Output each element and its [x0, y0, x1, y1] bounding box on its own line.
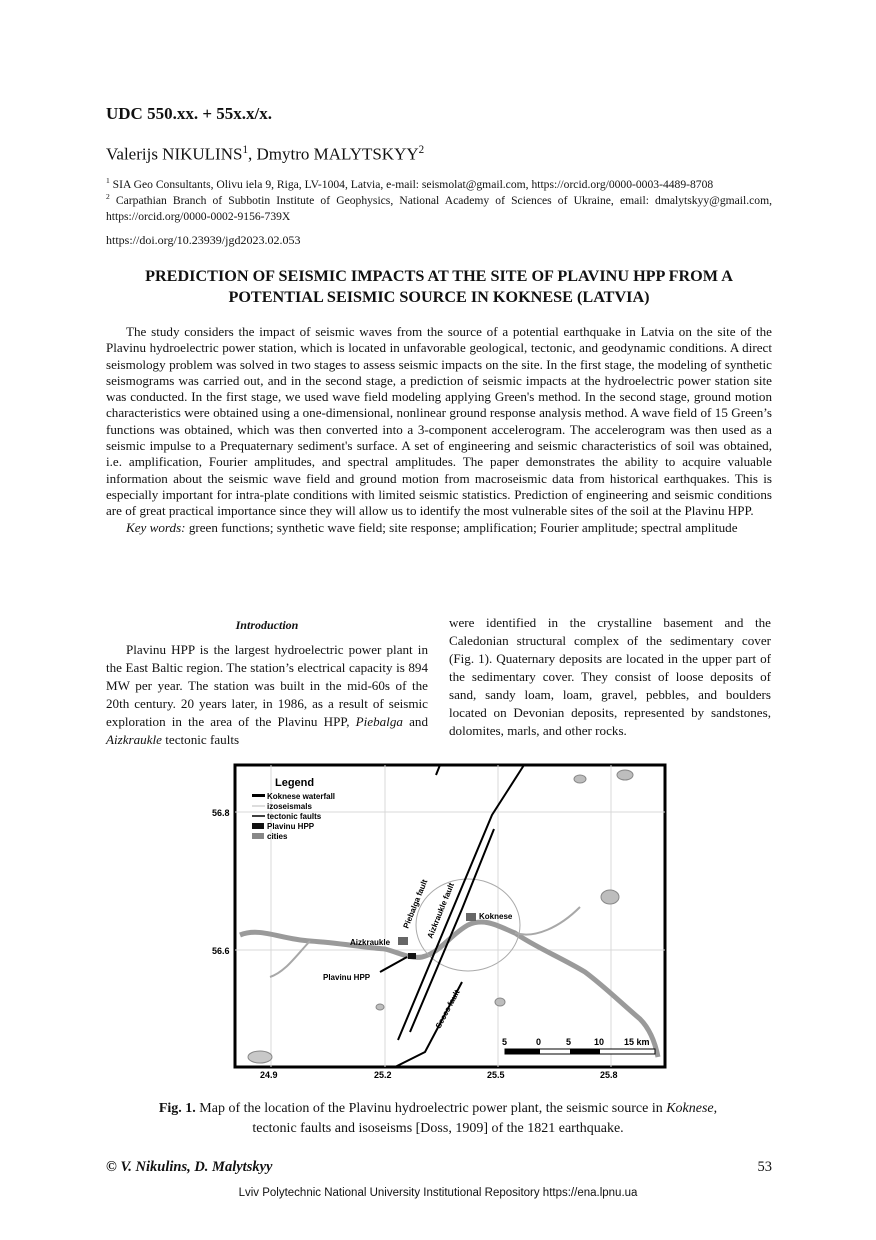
and-word: and — [402, 714, 428, 729]
author-2: Dmytro MALYTSKYY — [256, 144, 419, 164]
keywords-text: green functions; synthetic wave field; site response; amplification; Fourier amplitude; spectral amplitude — [188, 519, 738, 535]
page-number: 53 — [757, 1159, 772, 1175]
author-2-sup: 2 — [418, 144, 425, 156]
figure-caption — [150, 1099, 726, 1139]
intro-text-2: tectonic faults — [162, 732, 240, 747]
lake — [376, 1004, 384, 1010]
aizkraukle-term: Aizkraukle — [106, 732, 162, 747]
repository-note[interactable]: Lviv Polytechnic National University Institutional Repository https://ena.lpnu.ua — [238, 1187, 638, 1199]
author-separator: , — [247, 144, 257, 164]
intro-continued: were identified in the crystalline basement and the Caledonian structural complex of the sedimentary cover (Fig. 1). Quaternary deposits are located in the upper part of the sedimentary cover. They consist of loose deposits of sand, sandy loam, loam, gravel, pebbles, and boulders located on Devonian deposits, represented by sandstones, dolomites, marls, and other rocks. — [449, 615, 771, 738]
legend-title: Legend — [275, 777, 315, 789]
lake — [601, 890, 619, 904]
lake — [574, 775, 586, 783]
affiliation-2-text: Carpathian Branch of Subbotin Institute of Geophysics, National Academy of Sciences of Ukraine, email: dmalytskyy@gmail.com, https://orcid.org/0000-0002-9156-739X — [106, 193, 772, 223]
caption-koknese: Koknese — [666, 1101, 714, 1116]
koknese-label: Koknese — [479, 912, 513, 921]
scale-label: 5 — [502, 1037, 508, 1047]
legend-item: Koknese waterfall — [267, 792, 336, 801]
caption-label: Fig. 1. — [158, 1101, 196, 1116]
abstract — [106, 324, 772, 536]
lat-tick: 56.8 — [212, 808, 230, 818]
scale-label: 10 — [594, 1037, 605, 1047]
authors-line — [106, 144, 424, 165]
affiliation-2-num: 2 — [106, 192, 110, 201]
copyright: © V. Nikulins, D. Malytskyy — [106, 1159, 273, 1175]
doi-link[interactable]: https://doi.org/10.23939/jgd2023.02.053 — [106, 233, 301, 247]
keywords — [106, 520, 772, 536]
piebalga-fault-label: Piebalga fault — [401, 878, 430, 930]
legend-item: Plavinu HPP — [267, 822, 315, 831]
aizkraukle-fault-label: Aizkraukle fault — [425, 881, 457, 940]
legend-item: izoseismals — [267, 802, 312, 811]
affiliation-1-num: 1 — [106, 176, 110, 185]
aizkraukle-city-marker — [398, 937, 408, 945]
lon-tick: 25.2 — [374, 1070, 392, 1080]
scale-label: 0 — [536, 1037, 542, 1047]
affiliation-1-text: SIA Geo Consultants, Olivu iela 9, Riga, LV-1004, Latvia, e-mail: seismolat@gmail.com, https://orcid.org/0000-0003-4489-8708 — [112, 177, 714, 191]
legend-item: cities — [267, 832, 288, 841]
scale-label: 15 km — [624, 1037, 650, 1047]
lat-tick: 56.6 — [212, 946, 230, 956]
lake — [617, 770, 633, 780]
lake — [248, 1051, 272, 1063]
plavinu-hpp-label: Plavinu HPP — [323, 973, 371, 982]
affiliation-2 — [106, 189, 772, 225]
udc-code: UDC 550.xx. + 55x.x/x. — [106, 104, 272, 123]
caption-text-1: Map of the location of the Plavinu hydroelectric power plant, the seismic source in — [195, 1101, 667, 1116]
seces-fault-label: Seces fault — [433, 988, 462, 1030]
intro-left-column — [106, 614, 428, 749]
intro-paragraph — [106, 641, 428, 749]
lake — [495, 998, 505, 1006]
legend-item: tectonic faults — [267, 812, 322, 821]
keywords-label: Key words: — [126, 519, 186, 535]
author-1: Valerijs NIKULINS — [106, 144, 243, 164]
author-1-sup: 1 — [242, 144, 248, 156]
piebalga-term: Piebalga — [355, 714, 403, 729]
koknese-city-marker — [466, 913, 476, 921]
intro-text-1: Plavinu HPP is the largest hydroelectric power plant in the East Baltic region. The station’s electrical capacity is 894 MW per year. The station was built in the mid-60s of the 20th century. 20 years later, in 1986, as a result of seismic exploration in the area of the Plavinu HPP, — [106, 642, 428, 729]
intro-heading: Introduction — [235, 618, 299, 632]
abstract-text: The study considers the impact of seismic waves from the source of a potential earthquake in Latvia on the site of the Plavinu hydroelectric power station, which is located in unfavorable geological, tectonic, and geodynamic conditions. A direct seismology problem was solved in two stages to assess seismic impacts on the site. In the first stage, the modeling of synthetic seismograms was carried out, and in the second stage, a prediction of seismic impacts at the hydroelectric power station site was conducted. In the first stage, we used wave field modeling applying Green's method. In the second stage, ground motion characteristics were obtained using a one-dimensional, nonlinear ground response analysis method. A wave field of 15 Green’s functions was obtained, which was then converted into a 3-component accelerogram. The accelerogram was then used as a seismic impulse to a Prequaternary sediment's surface. A set of engineering and seismic characteristics of soil was obtained, i.e. amplification, Fourier amplitudes, and spectral amplitudes. The paper demonstrates the ability to acquire valuable information about the seismic wave field and ground motion from macroseismic data from historical earthquakes. This is especially important for intra-plate conditions with limited seismic statistics. Prediction of engineering and seismic conditions are of great practical importance since they will allow us to identify the most vulnerable sites of the soil at the Plavinu HPP. — [106, 324, 772, 519]
caption-text-2: , tectonic faults and isoseisms [Doss, 1909] of the 1821 earthquake. — [252, 1101, 718, 1136]
scale-label: 5 — [566, 1037, 572, 1047]
lon-tick: 24.9 — [260, 1070, 278, 1080]
intro-right-column — [449, 614, 771, 740]
paper-title: PREDICTION OF SEISMIC IMPACTS AT THE SITE OF PLAVINU HPP FROM A POTENTIAL SEISMIC SOURCE IN KOKNESE (LATVIA) — [145, 267, 733, 306]
lon-tick: 25.8 — [600, 1070, 618, 1080]
aizkraukle-city-label: Aizkraukle — [350, 938, 391, 947]
lon-tick: 25.5 — [487, 1070, 505, 1080]
location-map — [200, 757, 670, 1087]
plavinu-hpp-marker — [408, 953, 416, 959]
